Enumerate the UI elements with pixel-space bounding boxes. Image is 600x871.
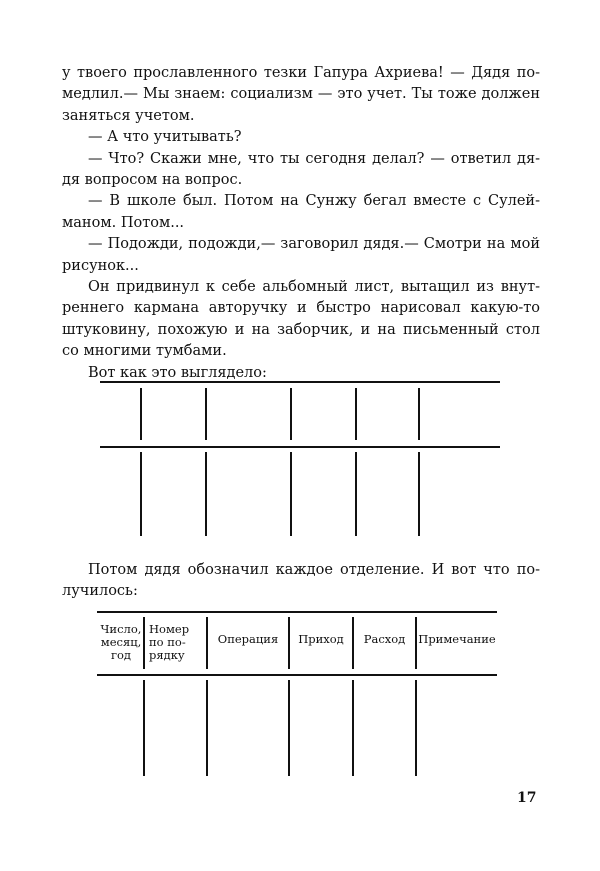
text-line: — Подожди, подожди,— заговорил дядя.— Смотри на мой [88, 236, 540, 253]
table-header-divider [288, 617, 290, 669]
drawing-middle-line [100, 446, 500, 448]
table-header-text: месяц, [100, 635, 142, 649]
table-header-line [97, 674, 497, 676]
text-line: Он придвинул к себе альбомный лист, вытащил из внут- [88, 279, 540, 295]
text-line: медлил.— Мы знаем: социализм — это учет. Ты тоже должен [62, 86, 540, 103]
page-number: 17 [517, 790, 537, 806]
text-line: реннего кармана авторучку и быстро нарисовал какую-то [62, 300, 540, 317]
table-header-divider [352, 617, 354, 669]
text-line: заняться учетом. [62, 107, 195, 124]
text-line: у твоего прославленного тезки Гапура Ахриева! — Дядя по- [62, 65, 540, 81]
table-header-divider [415, 617, 417, 669]
table-column-divider [143, 680, 145, 776]
text-line: рисунок... [62, 257, 139, 274]
drawing-lower-divider [355, 452, 357, 536]
table-column-divider [206, 680, 208, 776]
drawing-upper-divider [205, 388, 207, 440]
table-header-text: по по- [149, 635, 186, 649]
table-header-cell [418, 633, 496, 646]
table-column-divider [288, 680, 290, 776]
text-line: дя вопросом на вопрос. [62, 172, 243, 188]
drawing-lower-divider [205, 452, 207, 536]
text-line: Потом дядя обозначил каждое отделение. И вот что по- [88, 562, 540, 578]
drawing-upper-divider [290, 388, 292, 440]
text-line: — Что? Скажи мне, что ты сегодня делал? — ответил дя- [88, 150, 540, 167]
table-header-text: Расход [363, 632, 406, 646]
table-header-cell [100, 623, 142, 662]
table-header-text: Примечание [418, 632, 496, 646]
table-header-cell [209, 633, 287, 646]
drawing-upper-divider [140, 388, 142, 440]
text-line: Вот как это выглядело: [88, 364, 267, 381]
table-header-cell [355, 633, 414, 646]
table-header-text: год [110, 648, 132, 662]
table-header-text: рядку [149, 648, 185, 662]
text-line: лучилось: [62, 583, 138, 600]
table-header-cell [291, 633, 351, 646]
text-line: со многими тумбами. [62, 343, 227, 360]
table-header-text: Номер [149, 622, 190, 636]
table-header-text: Число, [100, 622, 142, 636]
drawing-lower-divider [290, 452, 292, 536]
drawing-upper-divider [418, 388, 420, 440]
table-column-divider [352, 680, 354, 776]
table-header-cell [149, 623, 205, 662]
table-column-divider [415, 680, 417, 776]
drawing-lower-divider [418, 452, 420, 536]
text-line: — В школе был. Потом на Сунжу бегал вместе с Сулей- [88, 193, 540, 210]
text-line: штуковину, похожую и на заборчик, и на письменный стол [62, 321, 540, 338]
drawing-lower-divider [140, 452, 142, 536]
drawing-upper-divider [355, 388, 357, 440]
table-header-divider [143, 617, 145, 669]
text-line: маном. Потом... [62, 214, 185, 231]
drawing-top-line [100, 381, 500, 383]
table-header-text: Приход [298, 632, 344, 646]
table-header-divider [206, 617, 208, 669]
table-top-line [97, 611, 497, 613]
text-line: — А что учитывать? [88, 129, 242, 146]
table-header-text: Операция [217, 632, 279, 646]
